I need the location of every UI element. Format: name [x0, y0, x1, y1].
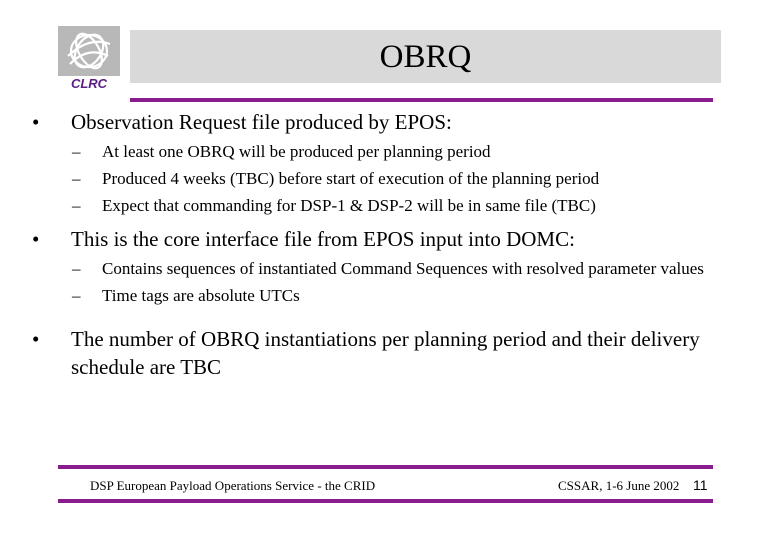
sub-bullet-text: Produced 4 weeks (TBC) before start of execution of the planning period — [102, 169, 600, 188]
dash-glyph: – — [72, 286, 81, 305]
bullet-glyph: • — [32, 327, 40, 351]
dash-glyph: – — [72, 259, 81, 278]
bullet-item — [30, 108, 750, 136]
sub-bullet-text: Expect that commanding for DSP-1 & DSP-2 will be in same file (TBC) — [102, 196, 596, 215]
top-divider — [130, 98, 713, 102]
page-title: OBRQ — [379, 39, 472, 75]
logo-text: CLRC — [70, 76, 108, 90]
bullet-list — [30, 108, 750, 381]
dash-glyph: – — [72, 196, 81, 215]
sub-bullet-item — [30, 258, 750, 280]
bullet-text: The number of OBRQ instantiations per planning period and their delivery schedule are TBC — [71, 327, 700, 379]
footer-left-text: DSP European Payload Operations Service - the CRID — [90, 478, 376, 493]
dash-glyph: – — [72, 169, 81, 188]
footer-bottom-divider — [58, 499, 713, 503]
footer-top-divider — [58, 465, 713, 469]
bullet-item — [30, 325, 750, 381]
sub-bullet-item — [30, 285, 750, 307]
sub-bullet-text: Contains sequences of instantiated Command Sequences with resolved parameter values — [102, 259, 704, 278]
bullet-item — [30, 225, 750, 253]
dash-glyph: – — [72, 142, 81, 161]
clrc-logo-graphic — [58, 26, 120, 90]
sub-bullet-item — [30, 168, 750, 190]
sub-bullet-text: Time tags are absolute UTCs — [102, 286, 300, 305]
page-number: 11 — [693, 477, 708, 493]
footer-right-text: CSSAR, 1-6 June 2002 — [558, 478, 680, 493]
bullet-text: Observation Request file produced by EPOS: — [71, 110, 452, 134]
clrc-logo — [58, 26, 120, 90]
sub-bullet-item — [30, 141, 750, 163]
bullet-glyph: • — [32, 110, 40, 134]
bullet-text: This is the core interface file from EPOS input into DOMC: — [71, 227, 575, 251]
sub-bullet-item — [30, 195, 750, 217]
bullet-glyph: • — [32, 227, 40, 251]
sub-bullet-text: At least one OBRQ will be produced per planning period — [102, 142, 491, 161]
